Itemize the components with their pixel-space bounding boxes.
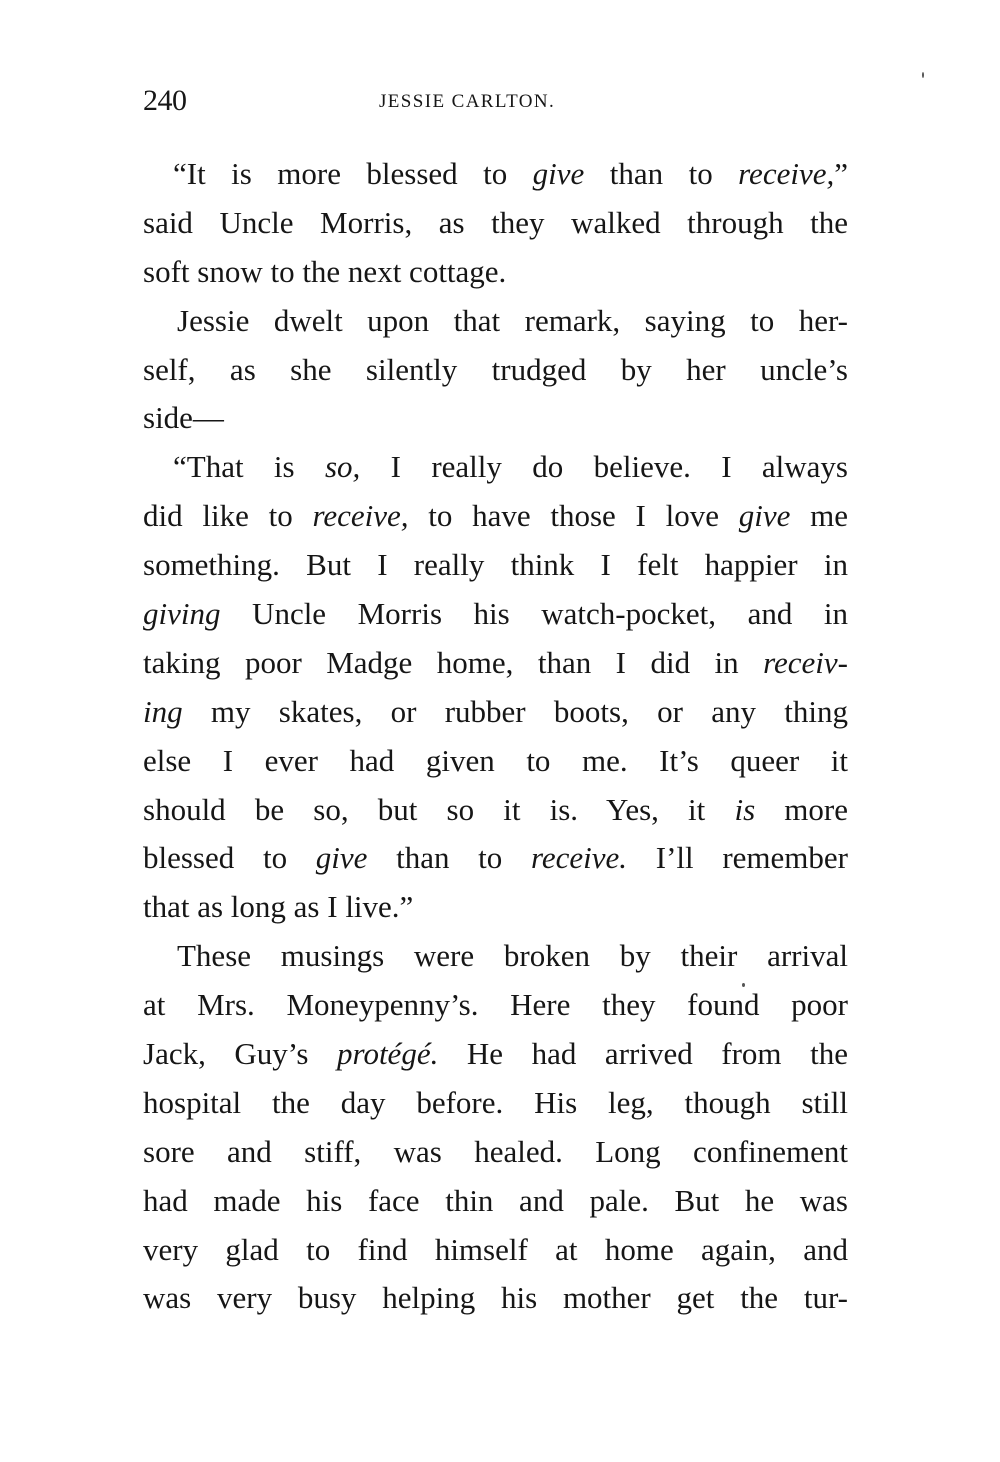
- page-number: 240: [143, 84, 187, 117]
- text-run: Jack, Guy’s: [143, 1036, 338, 1072]
- text-run: I really do believe. I always: [360, 449, 848, 485]
- text-line: [143, 443, 848, 492]
- italic-text: is: [734, 791, 756, 827]
- text-run: Uncle Morris his watch-pocket, and in: [220, 596, 848, 632]
- text-line: [143, 1177, 848, 1226]
- text-run: hospital the day before. His leg, though still: [143, 1084, 848, 1120]
- text-line: [143, 150, 848, 199]
- text-run: “It is more blessed to: [173, 156, 533, 191]
- text-run: me: [790, 498, 848, 534]
- italic-text: receive,: [312, 498, 409, 534]
- text-run: to have those I love: [408, 498, 739, 534]
- text-line: [143, 297, 848, 346]
- text-run: else I ever had given to me. It’s queer it: [143, 742, 848, 778]
- text-run: at Mrs. Moneypenny’s. Here they found poor: [143, 987, 848, 1023]
- italic-text: give: [532, 156, 585, 191]
- text-run: I’ll remember: [627, 840, 848, 876]
- running-head: JESSIE CARLTON.: [379, 91, 556, 112]
- text-line: [143, 639, 848, 688]
- body-text: [143, 150, 848, 1323]
- text-run: said Uncle Morris, as they walked through the: [143, 204, 848, 240]
- text-line: [143, 1128, 848, 1177]
- text-run: should be so, but so it is. Yes, it: [143, 791, 735, 827]
- text-run: blessed to: [143, 840, 316, 876]
- text-line: [143, 932, 848, 981]
- text-line: [143, 394, 848, 443]
- italic-text: receiv-: [763, 644, 848, 680]
- text-line: [143, 1226, 848, 1275]
- text-line: [143, 883, 848, 932]
- text-run: than to: [367, 840, 531, 876]
- text-line: [143, 590, 848, 639]
- text-line: [143, 492, 848, 541]
- text-line: [143, 688, 848, 737]
- text-run: was very busy helping his mother get the tur-: [143, 1280, 848, 1316]
- text-run: more: [755, 791, 848, 827]
- text-run: my skates, or rubber boots, or any thing: [182, 693, 848, 729]
- print-speck: [742, 983, 745, 987]
- text-run: He had arrived from the: [438, 1036, 848, 1072]
- text-run: self, as she silently trudged by her uncle’s: [143, 351, 848, 387]
- text-run: taking poor Madge home, than I did in: [143, 644, 764, 680]
- print-speck: [922, 72, 924, 78]
- text-line: [143, 737, 848, 786]
- italic-text: giving: [143, 596, 221, 632]
- text-line: [143, 541, 848, 590]
- text-line: [143, 1079, 848, 1128]
- text-run: did like to: [143, 498, 313, 534]
- text-run: that as long as I live.”: [143, 889, 414, 925]
- page-header: [143, 84, 848, 128]
- italic-text: give: [738, 498, 791, 534]
- text-run: had made his face thin and pale. But he was: [143, 1182, 848, 1218]
- text-line: [143, 346, 848, 395]
- italic-text: give: [315, 840, 368, 876]
- italic-text: receive.: [530, 840, 628, 876]
- text-run: side—: [143, 400, 224, 436]
- italic-text: receive,: [738, 156, 835, 191]
- text-run: ”: [834, 156, 848, 191]
- text-line: [143, 248, 848, 297]
- text-run: very glad to find himself at home again, and: [143, 1231, 848, 1267]
- text-line: [143, 834, 848, 883]
- italic-text: protégé.: [337, 1036, 439, 1072]
- text-run: “That is: [173, 449, 325, 485]
- text-run: sore and stiff, was healed. Long confinement: [143, 1133, 848, 1169]
- italic-text: ing: [143, 693, 183, 729]
- text-run: soft snow to the next cottage.: [143, 253, 507, 289]
- text-run: than to: [584, 156, 739, 191]
- text-line: [143, 981, 848, 1030]
- text-line: [143, 1274, 848, 1323]
- text-line: [143, 1030, 848, 1079]
- text-line: [143, 199, 848, 248]
- text-run: something. But I really think I felt happier in: [143, 547, 848, 583]
- italic-text: so,: [324, 449, 361, 485]
- text-line: [143, 786, 848, 835]
- text-run: Jessie dwelt upon that remark, saying to her-: [177, 302, 848, 338]
- text-run: These musings were broken by their arrival: [177, 938, 848, 974]
